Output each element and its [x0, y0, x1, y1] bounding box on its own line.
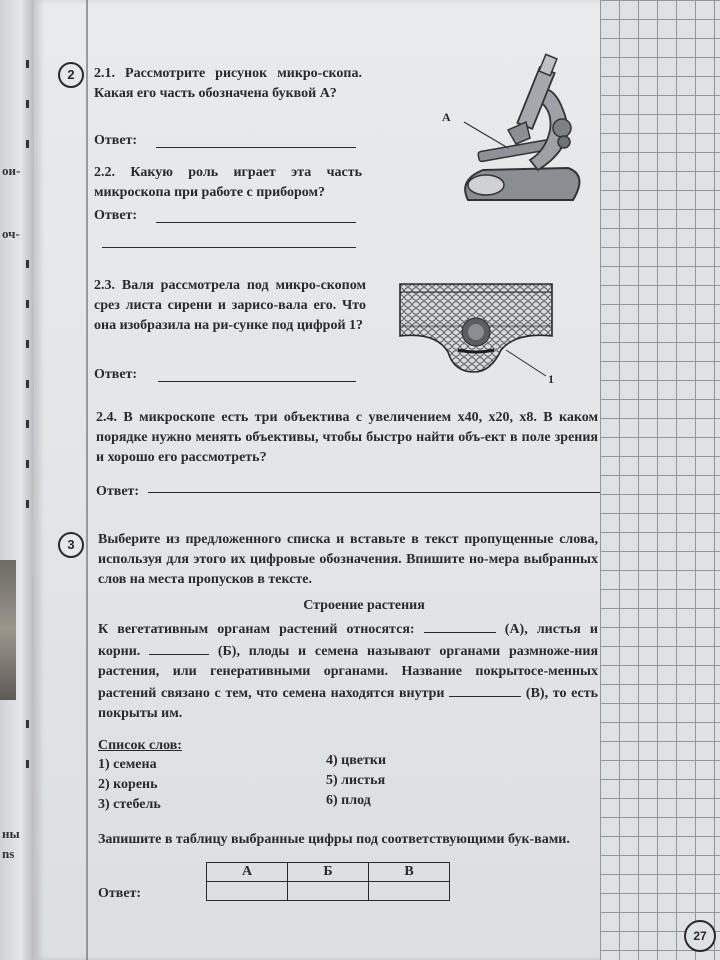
question-2-2: 2.2. Какую роль играет эта часть микроскопа при работе с прибором?	[94, 165, 362, 200]
answer-label-2-1: Ответ:	[94, 133, 138, 148]
margin-fragment: ns	[2, 846, 15, 861]
word-item: 3) стебель	[98, 797, 161, 812]
blank-v[interactable]	[449, 682, 521, 697]
question-2-1: 2.1. Рассмотрите рисунок микро-скопа. Какая его часть обозначена буквой А?	[94, 66, 362, 101]
microscope-label-a: А	[442, 110, 451, 124]
answer-line-2-2-extra[interactable]	[102, 247, 356, 248]
table-header-a: А	[207, 863, 288, 882]
answer-label-2-2: Ответ:	[94, 208, 138, 223]
margin-fragment: ны	[2, 826, 20, 841]
blank-a[interactable]	[424, 618, 496, 633]
task-number-3: 3	[58, 532, 84, 558]
table-header-b: Б	[288, 863, 369, 882]
question-2-3: 2.3. Валя рассмотрела под микро-скопом срез листа сирени и зарисо-вала его. Что она изобразила на ри-сунке под цифрой 1?	[94, 278, 366, 333]
text-part-1: К вегетативным органам растений относятся:	[98, 622, 415, 637]
word-item: 1) семена	[98, 757, 157, 772]
task-3-instructions: Выберите из предложенного списка и вставьте в текст пропущенные слова, используя для этого их цифровые обозначения. Впишите но-мера выбранных слов на места пропусков в тексте.	[98, 532, 598, 587]
blank-b[interactable]	[149, 640, 209, 655]
answer-line-2-1[interactable]	[156, 147, 356, 148]
graph-paper-page	[600, 0, 720, 960]
word-item: 6) плод	[326, 793, 371, 808]
question-2-4: 2.4. В микроскопе есть три объектива с увеличением x40, x20, x8. В каком порядке нужно менять объективы, чтобы быстро найти объ-ект в поле зрения и хорошо его рассмотреть?	[96, 410, 598, 465]
task-number-2: 2	[58, 62, 84, 88]
answer-line-2-2[interactable]	[156, 222, 356, 223]
word-item: 5) листья	[326, 773, 386, 788]
margin-fragment: оч-	[2, 226, 20, 241]
text-part-2: (А), листья и корни.	[98, 622, 598, 659]
previous-page-edge	[0, 0, 34, 960]
microscope-illustration	[438, 50, 598, 215]
margin-line	[86, 0, 88, 960]
word-list-title: Список слов:	[98, 738, 182, 753]
answer-line-2-4[interactable]	[148, 492, 600, 493]
photo-fragment	[0, 560, 16, 700]
text-part-3: (Б), плоды и семена называют органами размноже-ния растения, или генеративными органами. Название покрытосе-менных растений связано с тем, что семена находятся внутри	[98, 644, 599, 701]
leaf-cross-section-illustration	[396, 280, 556, 385]
answer-table	[206, 862, 450, 901]
text-part-4: (В), то есть покрыты им.	[98, 686, 599, 721]
page-number: 27	[684, 920, 716, 952]
margin-fragment: ои-	[2, 163, 21, 178]
answer-label-2-3: Ответ:	[94, 367, 138, 382]
leaf-label-1: 1	[548, 372, 554, 386]
word-item: 2) корень	[98, 777, 158, 792]
answer-cell-a[interactable]	[207, 882, 288, 901]
table-instruction: Запишите в таблицу выбранные цифры под соответствующими бук-вами.	[98, 832, 570, 847]
gap-fill-text	[98, 618, 598, 724]
text-title: Строение растения	[303, 598, 425, 613]
workbook-page	[34, 0, 600, 960]
word-item: 4) цветки	[326, 753, 387, 768]
answer-line-2-3[interactable]	[158, 381, 356, 382]
answer-label-2-4: Ответ:	[96, 484, 140, 499]
answer-cell-v[interactable]	[369, 882, 450, 901]
answer-label-3: Ответ:	[98, 886, 142, 901]
table-header-v: В	[369, 863, 450, 882]
answer-cell-b[interactable]	[288, 882, 369, 901]
